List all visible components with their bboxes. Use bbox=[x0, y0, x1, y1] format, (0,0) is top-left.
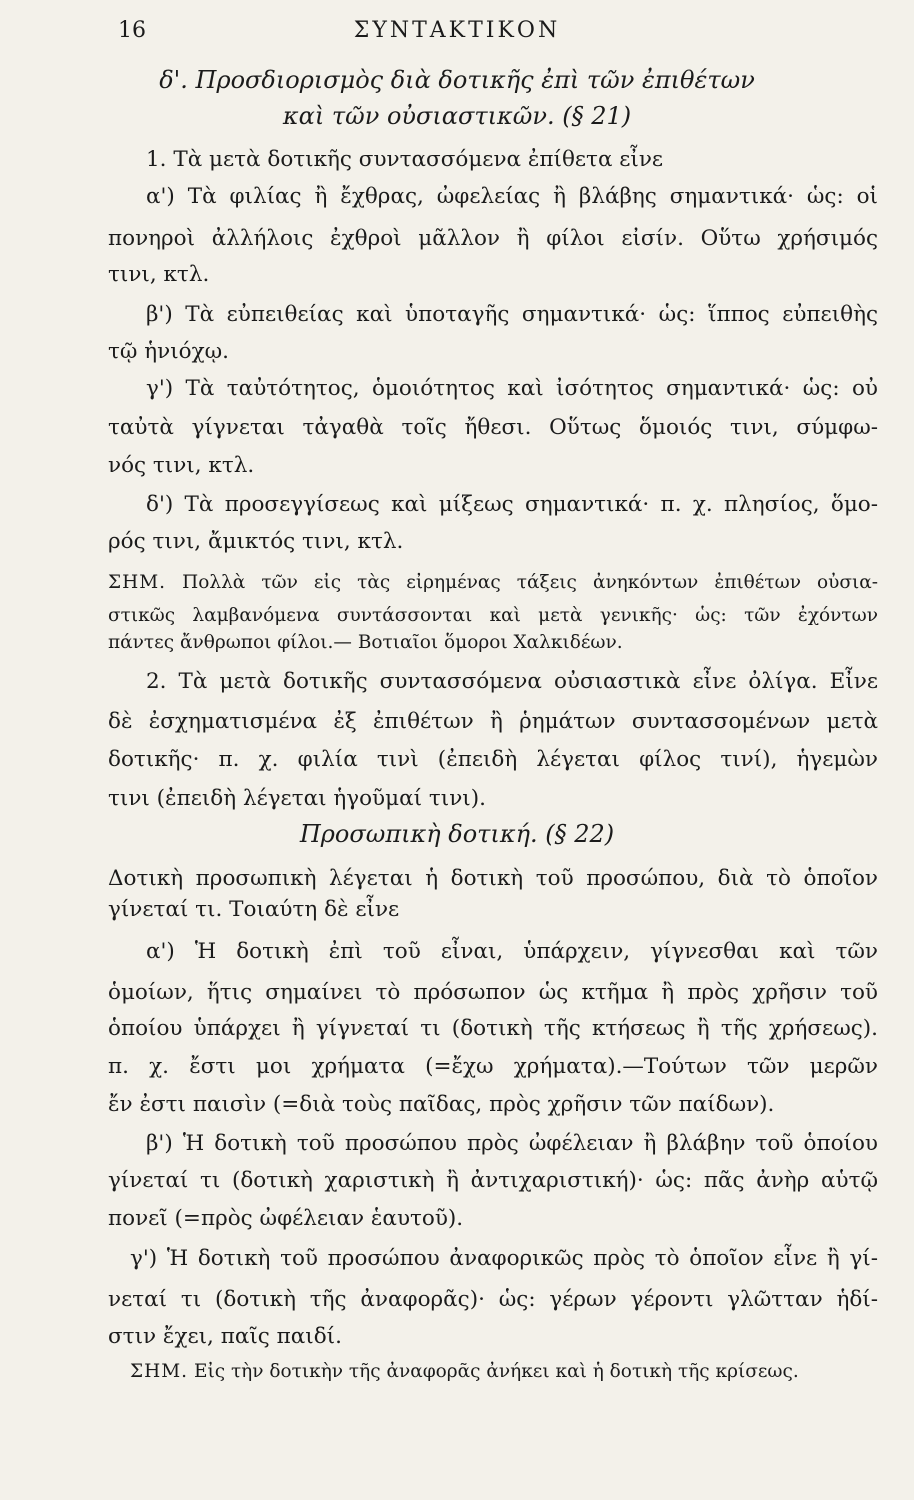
note-text: Εἰς τὴν δοτικὴν τῆς ἀναφορᾶς ἀνήκει καὶ ἡ δοτικὴ τῆς κρίσεως. bbox=[193, 1361, 799, 1382]
text-line: α') Τὰ φιλίας ἢ ἔχθρας, ὠφελείας ἢ βλάβης σημαντικά· ὡς: οἱ bbox=[146, 184, 878, 209]
section-heading: δ'. Προσδιορισμὸς διὰ δοτικῆς ἐπὶ τῶν ἐπιθέτων bbox=[159, 66, 755, 94]
text-line: γίνεταί τι. Τοιαύτη δὲ εἶνε bbox=[108, 897, 400, 922]
note-label: ΣΗΜ. bbox=[130, 1361, 189, 1382]
running-head bbox=[0, 14, 914, 54]
text-line: β') Ἡ δοτικὴ τοῦ προσώπου πρὸς ὠφέλειαν ἢ βλάβην τοῦ ὁποίου bbox=[146, 1131, 878, 1156]
text-line: νεταί τι (δοτικὴ τῆς ἀναφορᾶς)· ὡς: γέρων γέροντι γλῶτταν ἡδί- bbox=[108, 1287, 878, 1312]
text-line: τινι, κτλ. bbox=[108, 262, 210, 287]
text-line: β') Τὰ εὐπειθείας καὶ ὑποταγῆς σημαντικά· ὡς: ἵππος εὐπειθὴς bbox=[146, 302, 878, 327]
text-line: δὲ ἐσχηματισμένα ἐξ ἐπιθέτων ἢ ῥημάτων συντασσομένων μετὰ bbox=[108, 709, 878, 734]
note-text: Πολλὰ τῶν εἰς τὰς εἰρημένας τάξεις ἀνηκόντων ἐπιθέτων οὐσια- bbox=[182, 572, 878, 593]
text-line: νός τινι, κτλ. bbox=[108, 453, 255, 478]
page-number: 16 bbox=[118, 18, 146, 43]
text-line: γ') Ἡ δοτικὴ τοῦ προσώπου ἀναφορικῶς πρὸς τὸ ὁποῖον εἶνε ἢ γί- bbox=[130, 1246, 878, 1271]
text-line: ρός τινι, ἄμικτός τινι, κτλ. bbox=[108, 529, 404, 554]
note-label: ΣΗΜ. bbox=[108, 572, 167, 593]
running-title: ΣΥΝΤΑΚΤΙΚΟΝ bbox=[353, 18, 561, 43]
section-heading-continued: καὶ τῶν οὐσιαστικῶν. (§ 21) bbox=[282, 102, 632, 130]
text-line: ὁποίου ὑπάρχει ἢ γίγνεταί τι (δοτικὴ τῆς κτήσεως ἢ τῆς χρήσεως). bbox=[108, 1016, 878, 1041]
text-line: ταὐτὰ γίγνεται τἀγαθὰ τοῖς ἤθεσι. Οὕτως ὅμοιός τινι, σύμφω- bbox=[108, 415, 878, 440]
text-line: πονεῖ (=πρὸς ὠφέλειαν ἑαυτοῦ). bbox=[108, 1206, 464, 1231]
note-line: πάντες ἄνθρωποι φίλοι.— Βοτιαῖοι ὅμοροι Χαλκιδέων. bbox=[108, 632, 623, 653]
text-line: γ') Τὰ ταὐτότητος, ὁμοιότητος καὶ ἰσότητος σημαντικά· ὡς: οὐ bbox=[146, 376, 878, 401]
text-line: π. χ. ἔστι μοι χρήματα (=ἔχω χρήματα).—Τούτων τῶν μερῶν bbox=[108, 1054, 878, 1079]
note bbox=[130, 1355, 878, 1389]
note bbox=[108, 566, 878, 600]
note-line: στικῶς λαμβανόμενα συντάσσονται καὶ μετὰ γενικῆς· ὡς: τῶν ἐχόντων bbox=[108, 605, 878, 626]
text-line: 2. Τὰ μετὰ δοτικῆς συντασσόμενα οὐσιαστικὰ εἶνε ὀλίγα. Εἶνε bbox=[146, 669, 878, 694]
text-line: ἔν ἐστι παισὶν (=διὰ τοὺς παῖδας, πρὸς χρῆσιν τῶν παίδων). bbox=[108, 1092, 775, 1117]
text-line: δ') Τὰ προσεγγίσεως καὶ μίξεως σημαντικά· π. χ. πλησίος, ὅμο- bbox=[146, 492, 878, 517]
text-line: τῷ ἡνιόχῳ. bbox=[108, 339, 229, 364]
text-line: τινι (ἐπειδὴ λέγεται ἡγοῦμαί τινι). bbox=[108, 786, 486, 811]
text-line: Δοτικὴ προσωπικὴ λέγεται ἡ δοτικὴ τοῦ προσώπου, διὰ τὸ ὁποῖον bbox=[108, 866, 878, 891]
text-line: στιν ἔχει, παῖς παιδί. bbox=[108, 1324, 342, 1349]
text-line: πονηροὶ ἀλλήλοις ἐχθροὶ μᾶλλον ἢ φίλοι εἰσίν. Οὕτω χρήσιμός bbox=[108, 226, 878, 251]
text-line: α') Ἡ δοτικὴ ἐπὶ τοῦ εἶναι, ὑπάρχειν, γίγνεσθαι καὶ τῶν bbox=[146, 939, 878, 964]
section-heading: Προσωπικὴ δοτική. (§ 22) bbox=[299, 820, 615, 848]
text-line: ὁμοίων, ἥτις σημαίνει τὸ πρόσωπον ὡς κτῆμα ἢ πρὸς χρῆσιν τοῦ bbox=[108, 980, 878, 1005]
text-line: δοτικῆς· π. χ. φιλία τινὶ (ἐπειδὴ λέγεται φίλος τινί), ἡγεμὼν bbox=[108, 747, 878, 772]
text-line: γίνεταί τι (δοτικὴ χαριστικὴ ἢ ἀντιχαριστική)· ὡς: πᾶς ἀνὴρ αὑτῷ bbox=[108, 1168, 878, 1193]
text-line: 1. Τὰ μετὰ δοτικῆς συντασσόμενα ἐπίθετα εἶνε bbox=[146, 147, 664, 172]
